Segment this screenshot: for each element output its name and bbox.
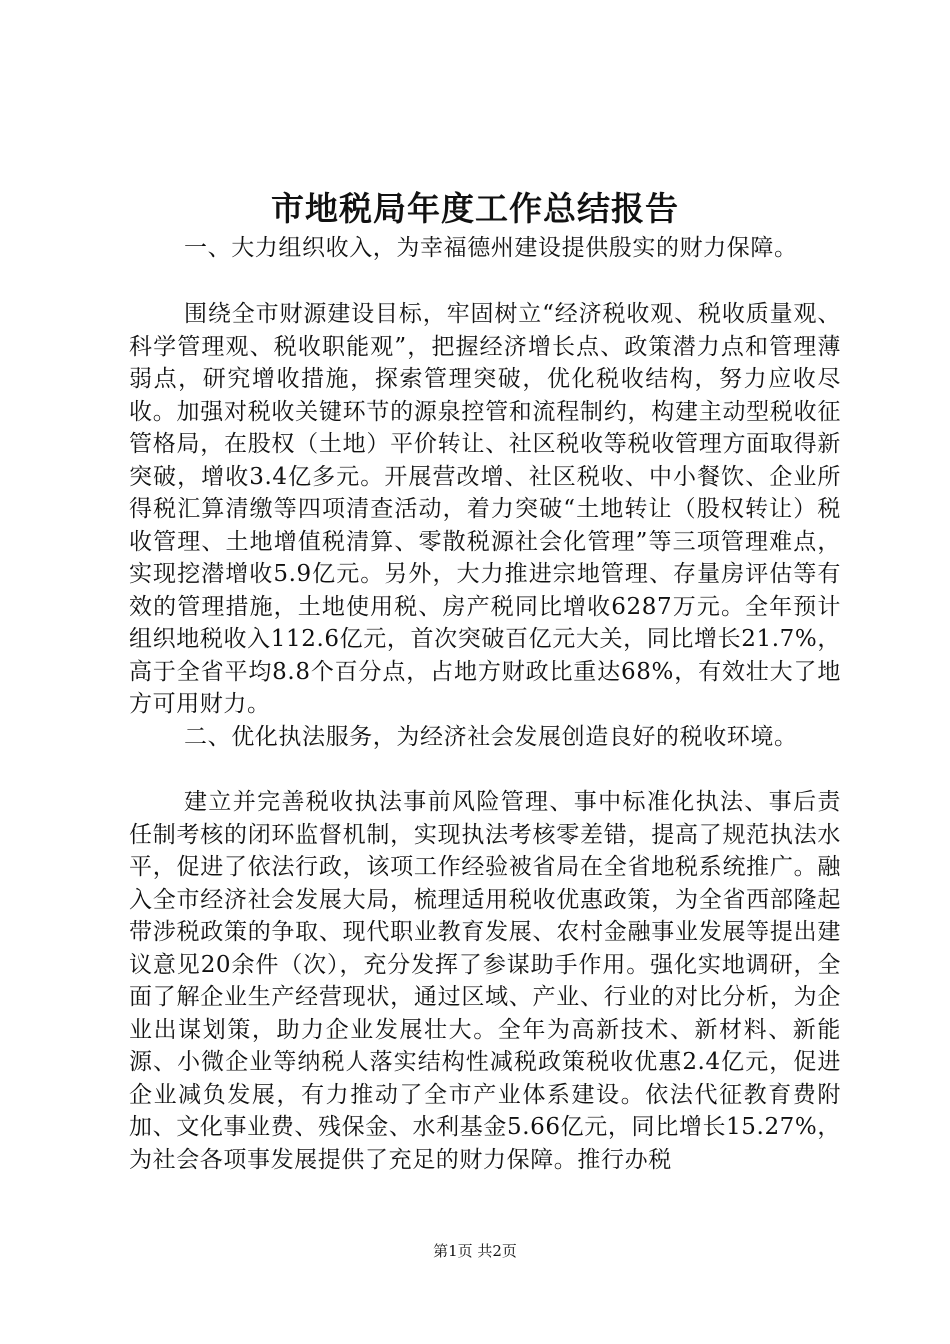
section1-heading: 一、大力组织收入，为幸福德州建设提供殷实的财力保障。 bbox=[184, 235, 798, 261]
document-title: 市地税局年度工作总结报告 bbox=[271, 189, 679, 228]
section2-heading: 二、优化执法服务，为经济社会发展创造良好的税收环境。 bbox=[184, 724, 798, 750]
page-footer: 第1页 共2页 bbox=[433, 1242, 517, 1260]
section2-paragraph: 建立并完善税收执法事前风险管理、事中标准化执法、事后责任制考核的闭环监督机制，实现执法考核零差错，提高了规范执法水平，促进了依法行政，该项工作经验被省局在全省地税系统推广。融入全市经济社会发展大局，梳理适用税收优惠政策，为全省西部隆起带涉税政策的争取、现代职业教育发展、农村金融事业发展等提出建议意见20余件（次），充分发挥了参谋助手作用。强化实地调研，全面了解企业生产经营现状，通过区域、产业、行业的对比分析，为企业出谋划策，助力企业发展壮大。全年为高新技术、新材料、新能源、小微企业等纳税人落实结构性减税政策税收优惠2.4亿元，促进企业减负发展，有力推动了全市产业体系建设。依法代征教育费附加、文化事业费、残保金、水利基金5.66亿元，同比增长15.27%，为社会各项事发展提供了充足的财力保障。推行办税 bbox=[129, 789, 841, 1173]
section1-paragraph: 围绕全市财源建设目标，牢固树立“经济税收观、税收质量观、科学管理观、税收职能观”，把握经济增长点、政策潜力点和管理薄弱点，研究增收措施，探索管理突破，优化税收结构，努力应收尽收。加强对税收关键环节的源泉控管和流程制约，构建主动型税收征管格局，在股权（土地）平价转让、社区税收等税收管理方面取得新突破，增收3.4亿多元。开展营改增、社区税收、中小餐饮、企业所得税汇算清缴等四项清查活动，着力突破“土地转让（股权转让）税收管理、土地增值税清算、零散税源社会化管理”等三项管理难点，实现挖潜增收5.9亿元。另外，大力推进宗地管理、存量房评估等有效的管理措施，土地使用税、房产税同比增收6287万元。全年预计组织地税收入112.6亿元，首次突破百亿元大关，同比增长21.7%，高于全省平均8.8个百分点，占地方财政比重达68%，有效壮大了地方可用财力。 bbox=[129, 301, 841, 717]
